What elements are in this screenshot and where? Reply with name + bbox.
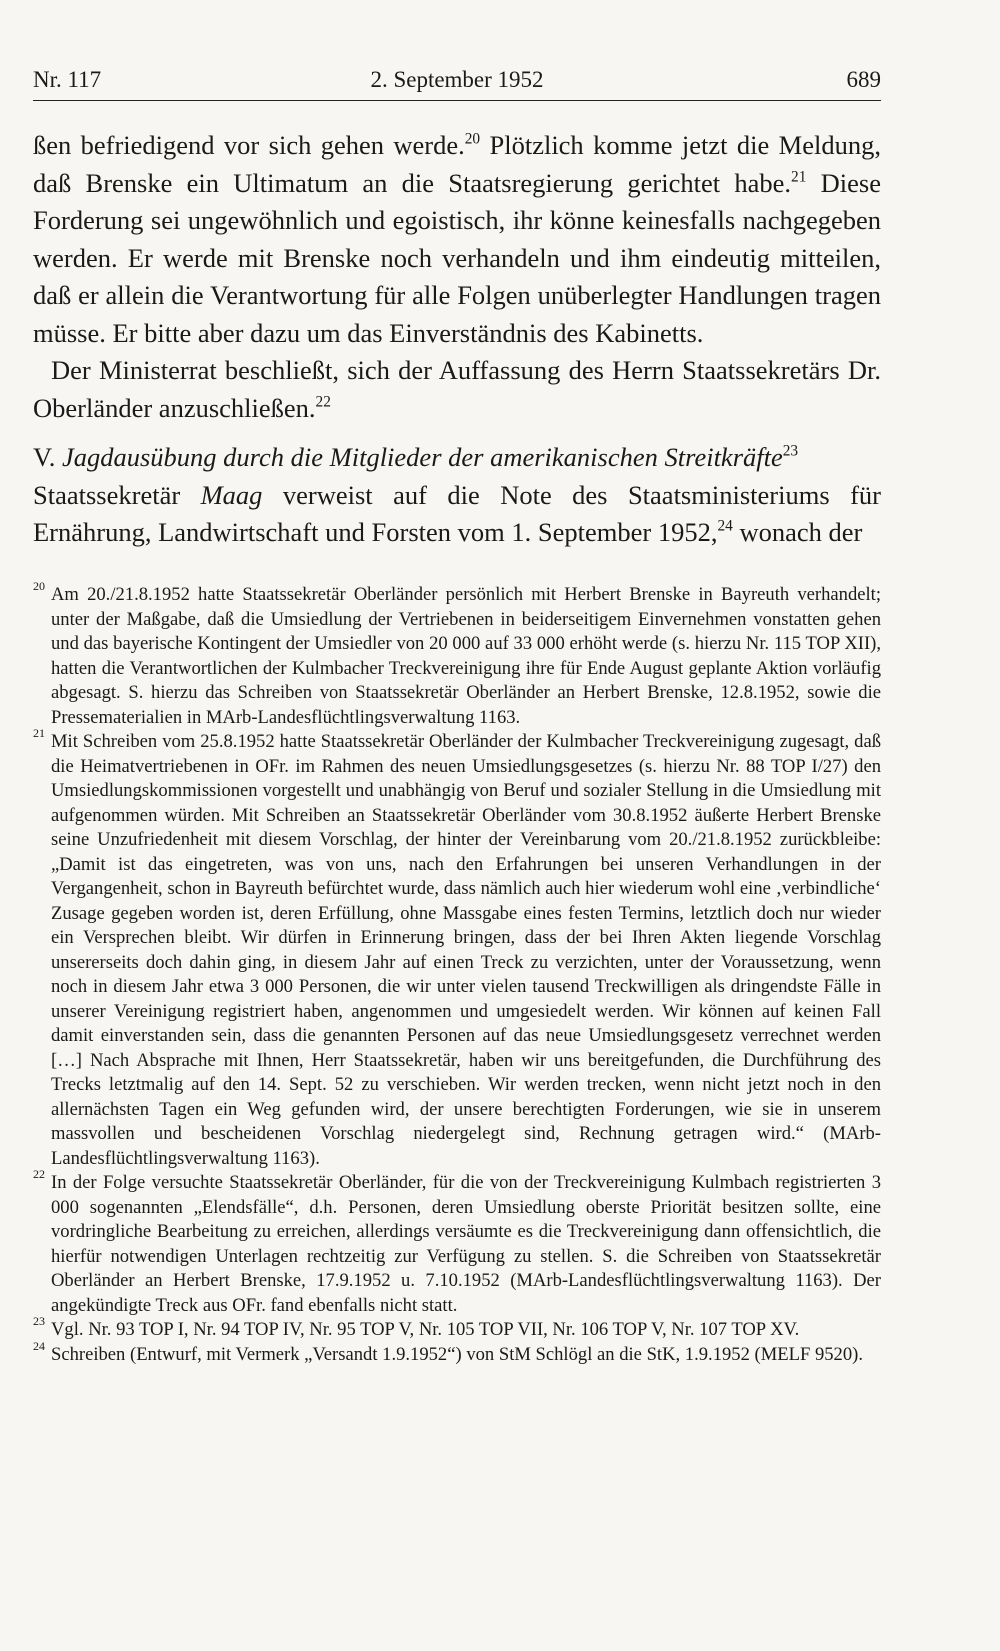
- footnote-20: [33, 579, 881, 730]
- document-number: Nr. 117: [33, 67, 102, 92]
- footnote-number: 23: [33, 1314, 45, 1328]
- footnote-21: [33, 726, 881, 1171]
- page-number: 689: [846, 67, 881, 92]
- footnote-number: 22: [33, 1167, 45, 1181]
- person-name: Maag: [200, 479, 263, 510]
- footnote-number: 20: [33, 579, 45, 593]
- footnote-24: [33, 1338, 881, 1368]
- footnote-text: Vgl. Nr. 93 TOP I, Nr. 94 TOP IV, Nr. 95 TOP V, Nr. 105 TOP VII, Nr. 106 TOP V, Nr. 107 TOP XV.: [51, 1319, 800, 1340]
- footnote-number: 24: [33, 1338, 45, 1353]
- section-heading: V. Jagdausübung durch die Mitglieder der amerikanischen Streitkräfte$^{23}$: [33, 442, 799, 472]
- main-text: [33, 127, 881, 552]
- footnote-ref-23[interactable]: 23: [782, 442, 799, 460]
- footnotes: [33, 579, 881, 1367]
- footnote-ref-20[interactable]: 20: [464, 130, 481, 148]
- footnote-ref-22[interactable]: 22: [315, 392, 331, 410]
- paragraph-3: Staatssekretär Maag verweist auf die Note des Staatsministeriums für Ernährung, Landwirtschaft und Forsten vom 1. September 1952,24 wonach der: [33, 479, 881, 547]
- footnote-text: Am 20./21.8.1952 hatte Staatssekretär Oberländer persönlich mit Herbert Brenske in Bayreuth verhandelt; unter der Maßgabe, daß die Umsiedlung der Vertriebenen in beiderseitigem Einvernehmen vonstatten gehen und das bayerische Kontingent der Umsiedler von 20 000 auf 33 000 erhöht werde (s. hierzu Nr. 115 TOP XII), hatten die Verantwortlichen der Kulmbacher Treckvereinigung ihre für Ende August geplante Aktion vorläufig abgesagt. S. hierzu das Schreiben von Staatssekretär Oberländer an Herbert Brenske, 12.8.1952, sowie die Pressematerialien in MArb-Landesflüchtlingsverwaltung 1163.: [51, 584, 881, 728]
- header-date: 2. September 1952: [370, 67, 544, 92]
- footnote-number: 21: [33, 726, 45, 740]
- paragraph-1: ßen befriedigend vor sich gehen werde.$^{20}$ Plötzlich komme jetzt die Meldung, daß Brenske ein Ultimatum an die Staatsregierung gerichtet habe.$^{21}$ Diese Forderung sei ungewöhnlich und egoistisch, ihr könne keinesfalls nachgegeben werden. Er werde mit Brenske noch verhandeln und ihm eindeutig mitteilen, daß er allein die Verantwortung für alle Folgen unüberlegter Handlungen tragen müsse. Er bitte aber dazu um das Einverständnis des Kabinetts.: [33, 130, 881, 348]
- footnote-text: In der Folge versuchte Staatssekretär Oberländer, für die von der Treckvereinigung Kulmbach registrierten 3 000 sogenannten „Elendsfälle“, d.h. Personen, deren Umsiedlung oberste Priorität besitzen sollte, eine vordringliche Bearbeitung zu erreichen, allerdings versäumte es die Treckvereinigung dann offensichtlich, die hierfür notwendigen Unterlagen rechtzeitig zur Verfügung zu stellen. S. die Schreiben von Staatssekretär Oberländer an Herbert Brenske, 17.9.1952 u. 7.10.1952 (MArb-Landesflüchtlingsverwaltung 1163). Der angekündigte Treck aus OFr. fand ebenfalls nicht statt.: [51, 1172, 881, 1316]
- footnote-23: [33, 1314, 881, 1343]
- section-title: Jagdausübung durch die Mitglieder der amerikanischen Streitkräfte: [61, 442, 783, 472]
- footnote-ref-24[interactable]: 24: [717, 517, 733, 535]
- footnote-text: Mit Schreiben vom 25.8.1952 hatte Staatssekretär Oberländer der Kulmbacher Treckvereinigung zugesagt, daß die Heimatvertriebenen in OFr. im Rahmen des neuen Umsiedlungsgesetzes (s. hierzu Nr. 88 TOP I/27) den Umsiedlungskommissionen vorgestellt und unabhängig von Beruf und sozialer Stellung in die Umsiedlung mit aufgenommen würden. Mit Schreiben an Staatssekretär Oberländer vom 30.8.1952 äußerte Herbert Brenske seine Unzufriedenheit mit diesem Vorschlag, der hinter der Vereinbarung vom 20./21.8.1952 zurückbleibe: „Damit ist das eingetreten, was von uns, nach den Erfahrungen bei unseren Verhandlungen in der Vergangenheit, schon in Bayreuth befürchtet wurde, dass nämlich auch hier wiederum wohl eine ‚verbindliche‘ Zusage gegeben worden ist, deren Erfüllung, ohne Massgabe eines festen Termins, letztlich doch nur wieder ein Versprechen bleibt. Wir dürfen in Erinnerung bringen, dass der bei Ihren Akten liegende Vorschlag unsererseits doch dahin ging, in diesem Jahr auf einen Treck zu verzichten, unter der Voraussetzung, wenn noch in diesem Jahr etwa 3 000 Personen, die wir unter vielen tausend Treckwilligen als dringendste Fälle in unserer Vereinigung registriert haben, angenommen und umgesiedelt werden. Wir können auf keinen Fall damit einverstanden sein, dass die genannten Personen auf das neue Umsiedlungsgesetz verrechnet werden […] Nach Absprache mit Ihnen, Herr Staatssekretär, haben wir uns bereitgefunden, die Durchführung des Trecks letztmalig auf den 14. Sept. 52 zu verschieben. Wir werden trecken, wenn nicht jetzt noch in den allernächsten Tagen ein Weg gefunden wird, der unsere berechtigten Forderungen, wie sie in unserem massvollen und bescheidenen Vorschlag niedergelegt sind, Rechnung getragen wird.“ (MArb-Landesflüchtlingsverwaltung 1163).: [51, 731, 881, 1169]
- footnote-text: Schreiben (Entwurf, mit Vermerk „Versandt 1.9.1952“) von StM Schlögl an die StK, 1.9.1952 (MELF 9520).: [51, 1343, 863, 1365]
- footnote-ref-21[interactable]: 21: [791, 167, 807, 185]
- footnote-22: [33, 1167, 881, 1318]
- paragraph-2: Der Ministerrat beschließt, sich der Auffassung des Herrn Staatssekretärs Dr. Oberländer anzuschließen.$^{22}$: [33, 355, 881, 423]
- running-header: [33, 60, 881, 101]
